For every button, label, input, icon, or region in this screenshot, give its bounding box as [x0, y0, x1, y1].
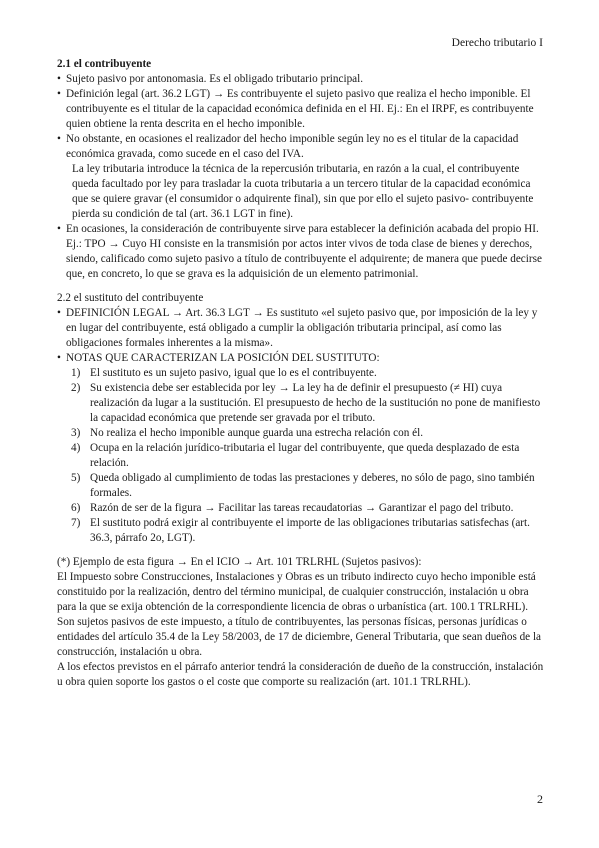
bullet-item: • DEFINICIÓN LEGAL → Art. 36.3 LGT → Es sustituto «el sujeto pasivo que, por imposición de la ley y en lugar del contribuyente, está obligado a cumplir la obligación tributaria principal, así como las obligaciones formales inherentes a la misma». — [57, 306, 545, 351]
note-item — [71, 381, 545, 426]
section-title-contribuyente: 2.1 el contribuyente — [57, 58, 152, 70]
note-item — [71, 501, 545, 516]
page-number: 2 — [537, 792, 543, 806]
note-item — [71, 471, 545, 501]
note-number: 4) — [71, 442, 81, 454]
note-text: El sustituto podrá exigir al contribuyente el importe de las obligaciones tributarias satisfechas (art. 36.3, párrafo 2o, LGT). — [90, 517, 530, 544]
contribuyente-bullets — [57, 72, 545, 162]
note-text: Razón de ser de la figura → Facilitar las tareas recaudatorias → Garantizar el pago del tributo. — [90, 502, 514, 514]
contribuyente-bullets-last — [57, 222, 545, 282]
note-number: 7) — [71, 517, 81, 529]
note-number: 6) — [71, 502, 81, 514]
example-title: (*) Ejemplo de esta figura → En el ICIO → Art. 101 TRLRHL (Sujetos pasivos): — [57, 556, 422, 568]
note-item — [71, 366, 545, 381]
note-text: No realiza el hecho imponible aunque guarda una estrecha relación con él. — [90, 427, 423, 439]
note-text: Su existencia debe ser establecida por ley → La ley ha de definir el presupuesto (≠ HI) cuya realización da lugar a la sustitución. El presupuesto de hecho de la sustitución no pone de manifiesto la capacidad económica que pretende ser gravada por el tributo. — [90, 382, 541, 424]
bullet-item: • No obstante, en ocasiones el realizador del hecho imponible según ley no es el titular de la capacidad económica gravada, como sucede en el caso del IVA. — [57, 132, 545, 162]
example-paragraph: Son sujetos pasivos de este impuesto, a título de contribuyentes, las personas físicas, personas jurídicas o entidades del artículo 35.4 de la Ley 58/2003, de 17 de diciembre, General Tributaria, que sean dueños de la construcción, instalación u obra. — [57, 616, 542, 658]
bullet-item: • En ocasiones, la consideración de contribuyente sirve para establecer la definición acabada del propio HI. Ej.: TPO → Cuyo HI consiste en la transmisión por actos inter vivos de toda clase de bienes y derechos, siendo, calificado como sujeto pasivo a título de contribuyente el adquirente; de manera que puede decirse que, en concreto, lo que se grava es la adquisición de un elemento patrimonial. — [57, 222, 545, 282]
bullet-item: • Definición legal (art. 36.2 LGT) → Es contribuyente el sujeto pasivo que realiza el hecho imponible. El contribuyente es el titular de la capacidad económica definida en el HI. Ej.: En el IRPF, es contribuyente quien obtiene la renta descrita en el hecho imponible. — [57, 87, 545, 132]
note-item — [71, 426, 545, 441]
note-text: Queda obligado al cumplimiento de todas las prestaciones y deberes, no sólo de pago, sino también formales. — [90, 472, 535, 499]
note-number: 5) — [71, 472, 81, 484]
example-paragraph: El Impuesto sobre Construcciones, Instalaciones y Obras es un tributo indirecto cuyo hecho imponible está constituido por la realización, dentro del término municipal, de cualquier construcción, instalación u obra para la que se exija obtención de la correspondiente licencia de obras o urbanística (art. 100.1 TRLRHL). — [57, 571, 536, 613]
bullet-item: • NOTAS QUE CARACTERIZAN LA POSICIÓN DEL SUSTITUTO: — [57, 351, 545, 366]
note-number: 2) — [71, 382, 81, 394]
page-content — [57, 57, 545, 690]
bullet-item: • Sujeto pasivo por antonomasia. Es el obligado tributario principal. — [57, 72, 545, 87]
example-paragraph: A los efectos previstos en el párrafo anterior tendrá la consideración de dueño de la construcción, instalación u obra quien soporte los gastos o el coste que comporte su realización (art. 101.1 TRLRHL). — [57, 661, 544, 688]
note-item — [71, 516, 545, 546]
sustituto-notes-list — [57, 366, 545, 546]
note-text: Ocupa en la relación jurídico-tributaria el lugar del contribuyente, que queda desplazado de esta relación. — [90, 442, 520, 469]
note-text: El sustituto es un sujeto pasivo, igual que lo es el contribuyente. — [90, 367, 377, 379]
note-item — [71, 441, 545, 471]
section-title-sustituto: 2.2 el sustituto del contribuyente — [57, 292, 204, 304]
sustituto-bullets — [57, 306, 545, 366]
indented-paragraph: La ley tributaria introduce la técnica de la repercusión tributaria, en razón a la cual, el contribuyente queda facultado por ley para trasladar la cuota tributaria a un tercero titular de la capacidad económica que se quiere gravar (el consumidor o adquirente final), sin que por ello el sujeto pasivo- contribuyente pierda su condición de tal (art. 36.1 LGT in fine). — [72, 163, 534, 220]
note-number: 3) — [71, 427, 81, 439]
note-number: 1) — [71, 367, 81, 379]
running-header: Derecho tributario I — [451, 37, 543, 49]
